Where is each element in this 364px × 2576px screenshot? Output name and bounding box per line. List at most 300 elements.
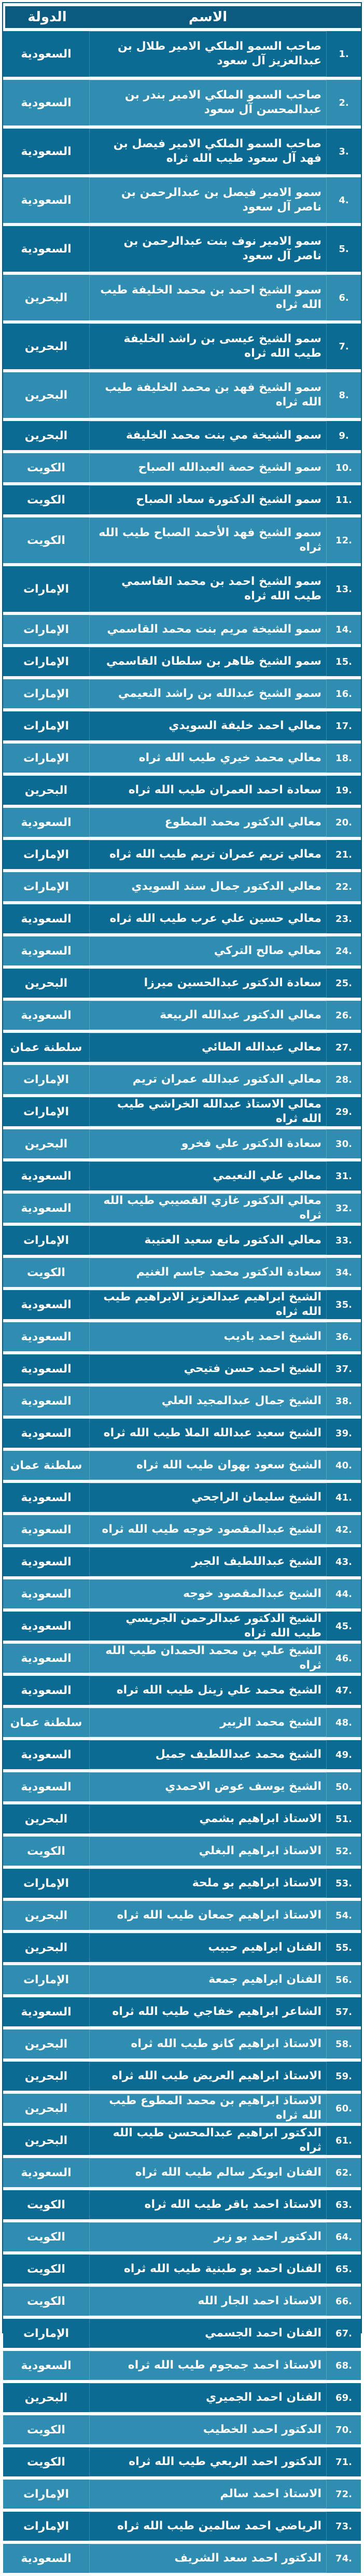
table-row <box>3 2512 361 2541</box>
row-name: سعادة الدكتور عبدالحسين ميرزا <box>89 969 327 998</box>
row-name: سمو الشيخ عبدالله بن راشد النعيمي <box>89 679 327 708</box>
row-number: 49. <box>327 1740 361 1769</box>
table-row <box>3 31 361 77</box>
table-row <box>3 1161 361 1191</box>
row-name: معالي الدكتور عبدالله عمران تريم <box>89 1065 327 1094</box>
row-country: السعودية <box>3 129 89 174</box>
row-name: سعادة الدكتور محمد جاسم الغنيم <box>89 1258 327 1287</box>
table-row <box>3 1772 361 1801</box>
row-country: الإمارات <box>3 2480 89 2509</box>
row-name: الشيخ علي بن محمد الحمدان طيب الله ثراه <box>89 1644 327 1673</box>
table-row <box>3 129 361 174</box>
row-country: السعودية <box>3 177 89 223</box>
row-country: البحرين <box>3 2062 89 2091</box>
row-country: الإمارات <box>3 1226 89 1255</box>
honorees-table-container <box>2 2 362 2565</box>
row-number: 74. <box>327 2544 361 2573</box>
table-row <box>3 808 361 837</box>
row-country: السعودية <box>3 1483 89 1512</box>
row-country: السعودية <box>3 226 89 272</box>
row-country: السعودية <box>3 1001 89 1030</box>
row-country: الكويت <box>3 2222 89 2251</box>
row-number: 57. <box>327 1997 361 2026</box>
row-number: 37. <box>327 1354 361 1383</box>
table-row <box>3 744 361 773</box>
row-country: الإمارات <box>3 711 89 740</box>
row-country: سلطنة عمان <box>3 1033 89 1062</box>
row-name: الشيخ عبدالمقصود خوجه <box>89 1579 327 1608</box>
table-row <box>3 1804 361 1833</box>
header-name: الاسم <box>89 6 327 28</box>
table-row <box>3 372 361 418</box>
row-country: البحرين <box>3 776 89 805</box>
table-row <box>3 1483 361 1512</box>
row-name: الشاعر ابراهيم خفاجي طيب الله ثراه <box>89 1997 327 2026</box>
row-name: الشيخ عبداللطيف الجبر <box>89 1547 327 1576</box>
row-name: الشيخ سعود بهوان طيب الله ثراه <box>89 1451 327 1480</box>
row-name: الفنان ابراهيم حبيب <box>89 1933 327 1962</box>
row-name: الشيخ الدكتور عبدالرحمن الجريسي طيب الله ثراه <box>89 1612 327 1641</box>
row-country: السعودية <box>3 1579 89 1608</box>
table-row <box>3 2126 361 2155</box>
row-country: الإمارات <box>3 647 89 676</box>
row-name: الشيخ محمد علي زينل طيب الله ثراه <box>89 1676 327 1705</box>
table-row <box>3 1322 361 1351</box>
row-number: 33. <box>327 1226 361 1255</box>
row-number: 42. <box>327 1515 361 1544</box>
table-row <box>3 1515 361 1544</box>
table-row <box>3 1419 361 1448</box>
table-row <box>3 226 361 272</box>
table-row <box>3 647 361 676</box>
table-row <box>3 679 361 708</box>
row-country: السعودية <box>3 1997 89 2026</box>
table-row <box>3 1547 361 1576</box>
row-name: الدكتور ابراهيم عبدالمحسن طيب الله ثراه <box>89 2126 327 2155</box>
table-row <box>3 1065 361 1094</box>
table-row <box>3 421 361 450</box>
row-number: 60. <box>327 2094 361 2123</box>
row-name: الاستاذ احمد جمجوم طيب الله ثراه <box>89 2351 327 2380</box>
row-name: معالي الدكتور عبدالله الربيعة <box>89 1001 327 1030</box>
row-name: معالي علي النعيمي <box>89 1161 327 1191</box>
row-country: السعودية <box>3 1612 89 1641</box>
row-country: السعودية <box>3 1161 89 1191</box>
row-country: السعودية <box>3 1740 89 1769</box>
row-name: الدكتور احمد بو زبر <box>89 2222 327 2251</box>
row-country: السعودية <box>3 1322 89 1351</box>
row-name: الاستاذ ابراهيم البغلي <box>89 1837 327 1866</box>
table-row <box>3 936 361 965</box>
row-number: 31. <box>327 1161 361 1191</box>
table-row <box>3 2351 361 2380</box>
row-country: الإمارات <box>3 1965 89 1994</box>
row-country: البحرين <box>3 324 89 369</box>
row-number: 6. <box>327 275 361 320</box>
row-number: 52. <box>327 1837 361 1866</box>
row-country: السعودية <box>3 31 89 77</box>
row-name: الفنان احمد الجميري <box>89 2383 327 2412</box>
row-number: 55. <box>327 1933 361 1962</box>
table-row <box>3 1354 361 1383</box>
row-name: الشيخ جمال عبدالمجيد العلي <box>89 1387 327 1416</box>
row-name: سعادة احمد العمران طيب الله ثراه <box>89 776 327 805</box>
row-number: 1. <box>327 31 361 77</box>
table-row <box>3 2447 361 2476</box>
row-country: البحرين <box>3 1901 89 1930</box>
row-number: 20. <box>327 808 361 837</box>
row-name: الشيخ محمد الزبير <box>89 1708 327 1737</box>
table-row <box>3 485 361 514</box>
row-name: الاستاذ ابراهيم جمعان طيب الله ثراه <box>89 1901 327 1930</box>
row-country: السعودية <box>3 1547 89 1576</box>
row-name: معالي الدكتور محمد المطوع <box>89 808 327 837</box>
row-number: 67. <box>327 2319 361 2348</box>
row-name: الفنان ابوبكر سالم طيب الله ثراه <box>89 2158 327 2187</box>
row-country: البحرين <box>3 1804 89 1833</box>
row-number: 64. <box>327 2222 361 2251</box>
row-name: سمو الشيخة مي بنت محمد الخليفة <box>89 421 327 450</box>
header-country: الدولة <box>3 6 89 28</box>
row-country: البحرين <box>3 2029 89 2059</box>
table-row <box>3 2029 361 2059</box>
row-number: 21. <box>327 840 361 869</box>
row-country: البحرين <box>3 2094 89 2123</box>
row-name: سمو الشيخ احمد بن محمد القاسمي طيب الله ثراه <box>89 566 327 612</box>
row-number: 53. <box>327 1869 361 1898</box>
row-number: 8. <box>327 372 361 418</box>
row-number: 18. <box>327 744 361 773</box>
row-name: الشيخ احمد باديب <box>89 1322 327 1351</box>
row-name: سمو الشيخ ظاهر بن سلطان القاسمي <box>89 647 327 676</box>
honorees-table <box>3 3 361 2576</box>
table-row <box>3 2287 361 2316</box>
row-country: السعودية <box>3 2351 89 2380</box>
row-country: البحرين <box>3 372 89 418</box>
row-number: 50. <box>327 1772 361 1801</box>
row-number: 34. <box>327 1258 361 1287</box>
row-number: 25. <box>327 969 361 998</box>
row-name: معالي الاستاذ عبدالله الخراشي طيب الله ثراه <box>89 1097 327 1126</box>
row-country: الكويت <box>3 485 89 514</box>
row-country: السعودية <box>3 1772 89 1801</box>
row-number: 68. <box>327 2351 361 2380</box>
row-name: صاحب السمو الملكي الامير فيصل بن فهد آل سعود طيب الله ثراه <box>89 129 327 174</box>
row-country: السعودية <box>3 2544 89 2573</box>
row-number: 47. <box>327 1676 361 1705</box>
row-number: 56. <box>327 1965 361 1994</box>
table-row <box>3 615 361 644</box>
row-number: 72. <box>327 2480 361 2509</box>
row-number: 13. <box>327 566 361 612</box>
table-row <box>3 1676 361 1705</box>
row-name: الشيخ عبدالمقصود خوجه طيب الله ثراه <box>89 1515 327 1544</box>
row-country: الإمارات <box>3 1869 89 1898</box>
row-country: الكويت <box>3 2190 89 2219</box>
row-country: الإمارات <box>3 2319 89 2348</box>
row-name: الدكتور احمد سعد الشريف <box>89 2544 327 2573</box>
row-country: البحرين <box>3 2383 89 2412</box>
row-country: الكويت <box>3 2415 89 2444</box>
row-name: معالي صالح التركي <box>89 936 327 965</box>
table-row <box>3 1740 361 1769</box>
row-name: الاستاذ احمد سالم <box>89 2480 327 2509</box>
table-row <box>3 872 361 901</box>
table-row <box>3 1965 361 1994</box>
row-name: الاستاذ احمد الجار الله <box>89 2287 327 2316</box>
table-row <box>3 177 361 223</box>
row-country: الإمارات <box>3 872 89 901</box>
row-country: السعودية <box>3 1676 89 1705</box>
table-row <box>3 2544 361 2573</box>
row-name: سعادة الدكتور علي فخرو <box>89 1129 327 1158</box>
row-country: الإمارات <box>3 615 89 644</box>
table-row <box>3 1901 361 1930</box>
row-number: 28. <box>327 1065 361 1094</box>
row-number: 2. <box>327 80 361 125</box>
row-country: السعودية <box>3 1354 89 1383</box>
row-number: 10. <box>327 453 361 482</box>
row-name: معالي الدكتور مانع سعيد العتيبة <box>89 1226 327 1255</box>
row-number: 43. <box>327 1547 361 1576</box>
table-row <box>3 2190 361 2219</box>
row-name: سمو الشيخ عيسى بن راشد الخليفة طيب الله ثراه <box>89 324 327 369</box>
row-name: الفنان احمد الجسمي <box>89 2319 327 2348</box>
row-country: الإمارات <box>3 2512 89 2541</box>
row-number: 17. <box>327 711 361 740</box>
row-name: سمو الشيخ فهد بن محمد الخليفة طيب الله ثراه <box>89 372 327 418</box>
row-country: السعودية <box>3 80 89 125</box>
row-number: 66. <box>327 2287 361 2316</box>
table-row <box>3 1001 361 1030</box>
row-number: 35. <box>327 1290 361 1319</box>
table-row <box>3 1837 361 1866</box>
row-number: 58. <box>327 2029 361 2059</box>
row-number: 5. <box>327 226 361 272</box>
table-row <box>3 969 361 998</box>
table-row <box>3 1033 361 1062</box>
row-name: معالي محمد خيري طيب الله ثراه <box>89 744 327 773</box>
row-name: الاستاذ ابراهيم العريض طيب الله ثراه <box>89 2062 327 2091</box>
row-name: سمو الشيخ احمد بن محمد الخليفة طيب الله ثراه <box>89 275 327 320</box>
table-row <box>3 1258 361 1287</box>
table-row <box>3 904 361 933</box>
row-number: 71. <box>327 2447 361 2476</box>
row-name: سمو الشيخة مريم بنت محمد القاسمي <box>89 615 327 644</box>
row-number: 15. <box>327 647 361 676</box>
table-row <box>3 1997 361 2026</box>
table-row <box>3 324 361 369</box>
row-number: 44. <box>327 1579 361 1608</box>
table-row <box>3 2383 361 2412</box>
row-name: الاستاذ ابراهيم بن محمد المطوع طيب الله ثراه <box>89 2094 327 2123</box>
row-country: البحرين <box>3 2126 89 2155</box>
row-name: الدكتور احمد الربعي طيب الله ثراه <box>89 2447 327 2476</box>
table-row <box>3 80 361 125</box>
header-number <box>327 6 361 28</box>
row-number: 62. <box>327 2158 361 2187</box>
row-number: 54. <box>327 1901 361 1930</box>
row-country: السعودية <box>3 1194 89 1223</box>
row-name: الاستاذ احمد باقر طيب الله ثراه <box>89 2190 327 2219</box>
table-row <box>3 711 361 740</box>
row-name: الفنان احمد بو طبنية طيب الله ثراه <box>89 2255 327 2284</box>
table-row <box>3 1129 361 1158</box>
table-row <box>3 2255 361 2284</box>
row-number: 4. <box>327 177 361 223</box>
table-row <box>3 1387 361 1416</box>
table-row <box>3 517 361 563</box>
row-country: البحرين <box>3 1933 89 1962</box>
row-country: سلطنة عمان <box>3 1708 89 1737</box>
row-number: 70. <box>327 2415 361 2444</box>
row-country: الكويت <box>3 1258 89 1287</box>
row-number: 9. <box>327 421 361 450</box>
row-number: 38. <box>327 1387 361 1416</box>
row-number: 11. <box>327 485 361 514</box>
row-number: 27. <box>327 1033 361 1062</box>
row-number: 36. <box>327 1322 361 1351</box>
row-country: السعودية <box>3 808 89 837</box>
row-country: البحرين <box>3 275 89 320</box>
table-row <box>3 2415 361 2444</box>
row-number: 24. <box>327 936 361 965</box>
table-row <box>3 2480 361 2509</box>
row-name: الاستاذ ابراهيم بو ملحة <box>89 1869 327 1898</box>
row-name: الرياضي احمد سالمين طيب الله ثراه <box>89 2512 327 2541</box>
table-row <box>3 1869 361 1898</box>
row-name: الشيخ احمد حسن فتيحي <box>89 1354 327 1383</box>
row-name: سمو الامير نوف بنت عبدالرحمن بن ناصر آل سعود <box>89 226 327 272</box>
row-country: الكويت <box>3 2447 89 2476</box>
row-name: معالي الدكتور جمال سند السويدي <box>89 872 327 901</box>
row-number: 19. <box>327 776 361 805</box>
table-row <box>3 1644 361 1673</box>
row-number: 16. <box>327 679 361 708</box>
row-number: 73. <box>327 2512 361 2541</box>
row-name: معالي احمد خليفة السويدي <box>89 711 327 740</box>
row-number: 61. <box>327 2126 361 2155</box>
row-name: معالي الدكتور غازي القصيبي طيب الله ثراه <box>89 1194 327 1223</box>
row-number: 32. <box>327 1194 361 1223</box>
row-country: الإمارات <box>3 1097 89 1126</box>
row-number: 12. <box>327 517 361 563</box>
row-number: 23. <box>327 904 361 933</box>
table-row <box>3 566 361 612</box>
row-number: 39. <box>327 1419 361 1448</box>
row-name: الشيخ ابراهيم عبدالعزيز الابراهيم طيب الله ثراه <box>89 1290 327 1319</box>
row-number: 30. <box>327 1129 361 1158</box>
table-row <box>3 1097 361 1126</box>
row-name: الفنان ابراهيم جمعة <box>89 1965 327 1994</box>
row-number: 22. <box>327 872 361 901</box>
row-number: 51. <box>327 1804 361 1833</box>
row-number: 65. <box>327 2255 361 2284</box>
table-body <box>3 31 361 2573</box>
row-name: معالي عبدالله الطائي <box>89 1033 327 1062</box>
row-name: صاحب السمو الملكي الامير طلال بن عبدالعزيز آل سعود <box>89 31 327 77</box>
row-name: سمو الشيخ الدكتورة سعاد الصباح <box>89 485 327 514</box>
row-country: السعودية <box>3 1290 89 1319</box>
table-row <box>3 1579 361 1608</box>
row-number: 26. <box>327 1001 361 1030</box>
row-country: السعودية <box>3 1644 89 1673</box>
table-row <box>3 1226 361 1255</box>
row-name: سمو الشيخ فهد الأحمد الصباح طيب الله ثراه <box>89 517 327 563</box>
row-country: الكويت <box>3 517 89 563</box>
row-number: 3. <box>327 129 361 174</box>
row-country: الكويت <box>3 2255 89 2284</box>
row-country: الكويت <box>3 2287 89 2316</box>
table-row <box>3 1194 361 1223</box>
table-row <box>3 1708 361 1737</box>
row-number: 46. <box>327 1644 361 1673</box>
row-number: 48. <box>327 1708 361 1737</box>
row-name: الشيخ يوسف عوض الاحمدي <box>89 1772 327 1801</box>
row-country: الإمارات <box>3 679 89 708</box>
row-name: سمو الشيخ حصة العبدالله الصباح <box>89 453 327 482</box>
row-country: السعودية <box>3 904 89 933</box>
row-country: السعودية <box>3 936 89 965</box>
row-country: الإمارات <box>3 566 89 612</box>
row-number: 59. <box>327 2062 361 2091</box>
row-country: الإمارات <box>3 1065 89 1094</box>
row-country: الكويت <box>3 1837 89 1866</box>
row-country: البحرين <box>3 1129 89 1158</box>
row-name: الشيخ محمد عبداللطيف جميل <box>89 1740 327 1769</box>
row-number: 14. <box>327 615 361 644</box>
row-name: الشيخ سليمان الراجحي <box>89 1483 327 1512</box>
row-name: الاستاذ ابراهيم كانو طيب الله ثراه <box>89 2029 327 2059</box>
row-number: 41. <box>327 1483 361 1512</box>
row-number: 40. <box>327 1451 361 1480</box>
table-row <box>3 840 361 869</box>
table-row <box>3 1612 361 1641</box>
table-row <box>3 2158 361 2187</box>
table-row <box>3 2062 361 2091</box>
table-row <box>3 453 361 482</box>
row-name: صاحب السمو الملكي الامير بندر بن عبدالمحسن آل سعود <box>89 80 327 125</box>
row-name: الشيخ سعيد عبدالله الملا طيب الله ثراه <box>89 1419 327 1448</box>
row-name: معالي حسين علي عرب طيب الله ثراه <box>89 904 327 933</box>
row-name: سمو الامير فيصل بن عبدالرحمن بن ناصر آل سعود <box>89 177 327 223</box>
row-country: الإمارات <box>3 744 89 773</box>
row-country: السعودية <box>3 1419 89 1448</box>
row-country: البحرين <box>3 421 89 450</box>
row-country: السعودية <box>3 1515 89 1544</box>
table-row <box>3 2222 361 2251</box>
row-number: 45. <box>327 1612 361 1641</box>
row-name: الدكتور احمد الخطيب <box>89 2415 327 2444</box>
table-row <box>3 1451 361 1480</box>
row-country: الإمارات <box>3 840 89 869</box>
table-row <box>3 1290 361 1319</box>
row-country: الكويت <box>3 453 89 482</box>
table-header-row <box>3 6 361 28</box>
row-name: معالي تريم عمران تريم طيب الله ثراه <box>89 840 327 869</box>
row-number: 69. <box>327 2383 361 2412</box>
table-row <box>3 275 361 320</box>
table-row <box>3 2094 361 2123</box>
table-row <box>3 1933 361 1962</box>
row-country: السعودية <box>3 1387 89 1416</box>
table-row <box>3 776 361 805</box>
row-number: 7. <box>327 324 361 369</box>
row-number: 63. <box>327 2190 361 2219</box>
row-name: الاستاذ ابراهيم بشمي <box>89 1804 327 1833</box>
row-country: سلطنة عمان <box>3 1451 89 1480</box>
row-country: البحرين <box>3 969 89 998</box>
